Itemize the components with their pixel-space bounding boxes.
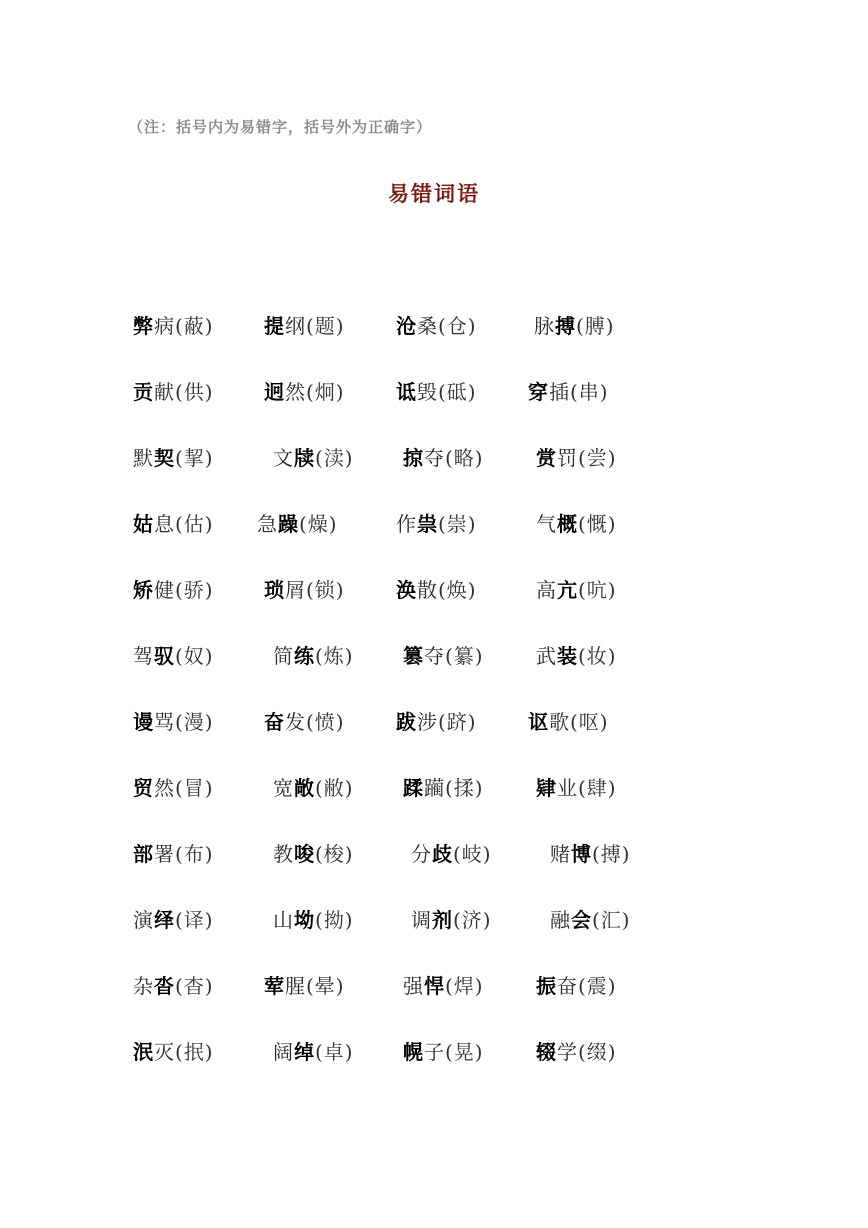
word-char: 山: [273, 908, 294, 932]
word-char: 然: [154, 776, 175, 800]
wrong-char: (敝): [315, 776, 354, 800]
word-char: 脉: [534, 314, 555, 338]
word-char: 掠: [403, 446, 424, 470]
word-char: 阔: [273, 1040, 294, 1064]
wrong-char: (纂): [445, 644, 484, 668]
word-char: 搏: [555, 314, 576, 338]
wrong-char: (渎): [315, 446, 354, 470]
wrong-char: (卓): [315, 1040, 354, 1064]
word-char: 武: [536, 644, 557, 668]
word-char: 然: [285, 380, 306, 404]
word-char: 桑: [417, 314, 438, 338]
word-char: 融: [550, 908, 571, 932]
word-entry: [257, 510, 338, 538]
word-entry: [403, 1038, 484, 1066]
wrong-char: (揉): [445, 776, 484, 800]
word-char: 泯: [133, 1040, 154, 1064]
word-char: 散: [417, 578, 438, 602]
word-char: 亢: [557, 578, 578, 602]
word-char: 灭: [154, 1040, 175, 1064]
word-char: 骂: [154, 710, 175, 734]
wrong-char: (愤): [306, 710, 345, 734]
word-entry: [264, 972, 345, 1000]
word-char: 矫: [133, 578, 154, 602]
word-char: 子: [424, 1040, 445, 1064]
wrong-char: (搏): [592, 842, 631, 866]
word-char: 谩: [133, 710, 154, 734]
wrong-char: (焕): [438, 578, 477, 602]
wrong-char: (崇): [438, 512, 477, 536]
word-entry: [550, 906, 631, 934]
word-char: 贡: [133, 380, 154, 404]
wrong-char: (吭): [578, 578, 617, 602]
word-entry: [536, 642, 617, 670]
word-entry: [264, 576, 345, 604]
word-char: 博: [571, 842, 592, 866]
word-char: 部: [133, 842, 154, 866]
word-char: 高: [536, 578, 557, 602]
wrong-char: (炯): [306, 380, 345, 404]
word-entry: [133, 444, 214, 472]
wrong-char: (震): [578, 974, 617, 998]
word-char: 奋: [264, 710, 285, 734]
word-entry: [133, 510, 214, 538]
page-title: 易错词语: [388, 181, 480, 206]
word-char: 涉: [417, 710, 438, 734]
wrong-char: (抿): [175, 1040, 214, 1064]
word-entry: [133, 708, 214, 736]
word-entry: [133, 840, 214, 868]
wrong-char: (奴): [175, 644, 214, 668]
word-entry: [528, 378, 609, 406]
word-entry: [396, 708, 477, 736]
word-char: 唆: [294, 842, 315, 866]
word-entry: [536, 510, 617, 538]
word-char: 躏: [424, 776, 445, 800]
word-char: 腥: [285, 974, 306, 998]
word-char: 病: [154, 314, 175, 338]
word-char: 琐: [264, 578, 285, 602]
wrong-char: (晃): [445, 1040, 484, 1064]
word-char: 悍: [424, 974, 445, 998]
word-char: 驭: [154, 644, 175, 668]
wrong-char: (缀): [578, 1040, 617, 1064]
word-char: 简: [273, 644, 294, 668]
word-char: 牍: [294, 446, 315, 470]
word-char: 赌: [550, 842, 571, 866]
word-char: 装: [557, 644, 578, 668]
word-char: 分: [411, 842, 432, 866]
word-char: 剂: [432, 908, 453, 932]
word-char: 篡: [403, 644, 424, 668]
word-char: 夺: [424, 644, 445, 668]
word-entry: [133, 1038, 214, 1066]
word-entry: [396, 312, 477, 340]
wrong-char: (漫): [175, 710, 214, 734]
word-entry: [411, 840, 492, 868]
word-entry: [133, 576, 214, 604]
wrong-char: (汇): [592, 908, 631, 932]
wrong-char: (拗): [315, 908, 354, 932]
word-entry: [536, 972, 617, 1000]
word-entry: [403, 444, 484, 472]
wrong-char: (岐): [453, 842, 492, 866]
word-char: 默: [133, 446, 154, 470]
word-entry: [411, 906, 492, 934]
word-char: 弊: [133, 314, 154, 338]
wrong-char: (慨): [578, 512, 617, 536]
wrong-char: (题): [306, 314, 345, 338]
word-char: 夺: [424, 446, 445, 470]
word-char: 诋: [396, 380, 417, 404]
wrong-char: (杳): [175, 974, 214, 998]
word-char: 躁: [278, 512, 299, 536]
word-char: 强: [403, 974, 424, 998]
word-char: 提: [264, 314, 285, 338]
word-entry: [536, 444, 617, 472]
wrong-char: (串): [570, 380, 609, 404]
word-entry: [133, 972, 214, 1000]
wrong-char: (砥): [438, 380, 477, 404]
word-entry: [273, 906, 354, 934]
word-char: 沓: [154, 974, 175, 998]
wrong-char: (梭): [315, 842, 354, 866]
word-char: 姑: [133, 512, 154, 536]
word-char: 作: [396, 512, 417, 536]
word-char: 肄: [536, 776, 557, 800]
word-char: 健: [154, 578, 175, 602]
wrong-char: (略): [445, 446, 484, 470]
word-entry: [536, 774, 617, 802]
word-char: 教: [273, 842, 294, 866]
word-char: 振: [536, 974, 557, 998]
word-char: 纲: [285, 314, 306, 338]
word-char: 献: [154, 380, 175, 404]
word-entry: [264, 378, 345, 406]
word-char: 会: [571, 908, 592, 932]
wrong-char: (妆): [578, 644, 617, 668]
wrong-char: (尝): [578, 446, 617, 470]
word-char: 署: [154, 842, 175, 866]
word-entry: [396, 576, 477, 604]
wrong-char: (布): [175, 842, 214, 866]
word-char: 罚: [557, 446, 578, 470]
word-entry: [133, 378, 214, 406]
word-char: 宽: [273, 776, 294, 800]
word-char: 概: [557, 512, 578, 536]
word-entry: [528, 708, 609, 736]
word-char: 歧: [432, 842, 453, 866]
word-char: 穿: [528, 380, 549, 404]
word-char: 业: [557, 776, 578, 800]
wrong-char: (冒): [175, 776, 214, 800]
wrong-char: (膊): [576, 314, 615, 338]
wrong-char: (蔽): [175, 314, 214, 338]
word-entry: [273, 774, 354, 802]
word-entry: [264, 312, 345, 340]
word-entry: [403, 774, 484, 802]
word-char: 荤: [264, 974, 285, 998]
word-char: 敞: [294, 776, 315, 800]
word-entry: [396, 378, 477, 406]
word-entry: [273, 1038, 354, 1066]
word-entry: [133, 906, 214, 934]
word-char: 涣: [396, 578, 417, 602]
word-char: 坳: [294, 908, 315, 932]
wrong-char: (骄): [175, 578, 214, 602]
wrong-char: (炼): [315, 644, 354, 668]
word-char: 沧: [396, 314, 417, 338]
word-char: 歌: [549, 710, 570, 734]
word-char: 演: [133, 908, 154, 932]
word-char: 祟: [417, 512, 438, 536]
word-entry: [534, 312, 615, 340]
word-entry: [273, 840, 354, 868]
word-char: 辍: [536, 1040, 557, 1064]
word-char: 气: [536, 512, 557, 536]
word-char: 幌: [403, 1040, 424, 1064]
word-char: 迥: [264, 380, 285, 404]
word-entry: [403, 642, 484, 670]
word-char: 插: [549, 380, 570, 404]
word-char: 契: [154, 446, 175, 470]
word-char: 贸: [133, 776, 154, 800]
word-char: 急: [257, 512, 278, 536]
word-char: 毁: [417, 380, 438, 404]
word-entry: [403, 972, 484, 1000]
wrong-char: (供): [175, 380, 214, 404]
word-entry: [133, 774, 214, 802]
word-char: 绰: [294, 1040, 315, 1064]
word-char: 杂: [133, 974, 154, 998]
word-char: 发: [285, 710, 306, 734]
word-entry: [550, 840, 631, 868]
word-entry: [133, 312, 214, 340]
wrong-char: (呕): [570, 710, 609, 734]
word-char: 绎: [154, 908, 175, 932]
word-entry: [133, 642, 214, 670]
word-entry: [536, 1038, 617, 1066]
note-text: （注：括号内为易错字，括号外为正确字）: [128, 118, 433, 136]
word-char: 学: [557, 1040, 578, 1064]
wrong-char: (估): [175, 512, 214, 536]
word-char: 驾: [133, 644, 154, 668]
word-char: 讴: [528, 710, 549, 734]
wrong-char: (晕): [306, 974, 345, 998]
word-entry: [273, 444, 354, 472]
word-char: 文: [273, 446, 294, 470]
wrong-char: (仓): [438, 314, 477, 338]
wrong-char: (挈): [175, 446, 214, 470]
word-entry: [396, 510, 477, 538]
word-char: 调: [411, 908, 432, 932]
word-char: 屑: [285, 578, 306, 602]
wrong-char: (燥): [299, 512, 338, 536]
word-char: 赏: [536, 446, 557, 470]
word-char: 奋: [557, 974, 578, 998]
wrong-char: (跻): [438, 710, 477, 734]
word-entry: [273, 642, 354, 670]
word-entry: [536, 576, 617, 604]
word-entry: [264, 708, 345, 736]
wrong-char: (锁): [306, 578, 345, 602]
word-char: 息: [154, 512, 175, 536]
wrong-char: (译): [175, 908, 214, 932]
word-char: 练: [294, 644, 315, 668]
wrong-char: (济): [453, 908, 492, 932]
wrong-char: (肆): [578, 776, 617, 800]
word-char: 蹂: [403, 776, 424, 800]
word-char: 跋: [396, 710, 417, 734]
wrong-char: (焊): [445, 974, 484, 998]
